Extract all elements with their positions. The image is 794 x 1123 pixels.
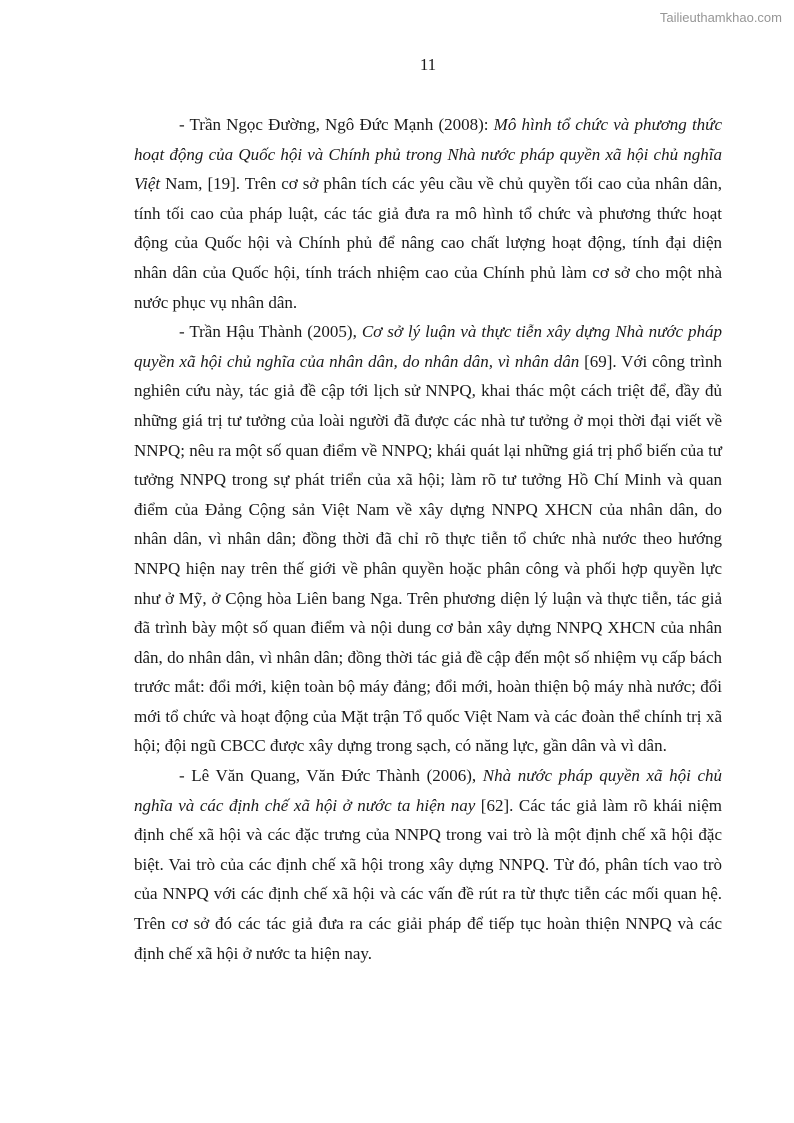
description-text: [62]. Các tác giả làm rõ khái niệm định chế xã hội và các đặc trưng của NNPQ trong vai trò là một định chế xã hội đặc biệt. Vai trò của các định chế xã hội trong xây dựng NNPQ. Từ đó, phân tích vao trò của NNPQ với các định chế xã hội và các vấn đề rút ra từ thực tiễn các mối quan hệ. Trên cơ sở đó các tác giả đưa ra các giải pháp để tiếp tục hoàn thiện NNPQ và các định chế xã hội ở nước ta hiện nay. xyxy=(134,795,722,963)
paragraph-tran-hau-thanh xyxy=(134,317,722,761)
work-title: Mô hình tổ chức và phương thức hoạt động của Quốc hội và Chính phủ trong Nhà nước pháp quyền xã hội chủ nghĩa Việt xyxy=(134,115,723,194)
author-citation-text: - Trần Hậu Thành (2005), xyxy=(179,322,362,342)
paragraph-tran-ngoc-duong xyxy=(134,110,722,317)
author-citation-text: - Trần Ngọc Đường, Ngô Đức Mạnh (2008): xyxy=(179,115,494,134)
description-text: Nam, [19]. Trên cơ sở phân tích các yêu cầu về chủ quyền tối cao của nhân dân, tính tối cao của pháp luật, các tác giả đưa ra mô hình tổ chức và phương thức hoạt động của Quốc hội và Chính phủ để nâng cao chất lượng hoạt động, tính đại diện nhân dân của Quốc hội, tính trách nhiệm cao của Chính phủ làm cơ sở cho một nhà nước phục vụ nhân dân. xyxy=(134,174,722,312)
author-citation-text: - Lê Văn Quang, Văn Đức Thành (2006), xyxy=(179,766,483,786)
description-text: [69]. Với công trình nghiên cứu này, tác giả đề cập tới lịch sử NNPQ, khai thác một cách triệt để, đầy đủ những giá trị tư tưởng của loài người đã được các nhà tư tưởng ở mọi thời đại viết về NNPQ; nêu ra một số quan điểm về NNPQ; khái quát lại những giá trị phổ biến của tư tưởng NNPQ trong sự phát triển của xã hội; làm rõ tư tưởng Hồ Chí Minh và quan điểm của Đảng Cộng sản Việt Nam về xây dựng NNPQ XHCN của nhân dân, do nhân dân, vì nhân dân; đồng thời đã chỉ rõ thực tiễn tổ chức nhà nước theo hướng NNPQ hiện nay trên thế giới về phân quyền hoặc phân công và phối hợp quyền lực như ở Mỹ, ở Cộng hòa Liên bang Nga. Trên phương diện lý luận và thực tiễn, tác giả đã trình bày một số quan điểm và nội dung cơ bản xây dựng NNPQ XHCN của nhân dân, do nhân dân, vì nhân dân; đồng thời tác giả đề cập đến một số nhiệm vụ cấp bách trước mắt: đổi mới, kiện toàn bộ máy đảng; đổi mới, hoàn thiện bộ máy nhà nước; đổi mới tổ chức và hoạt động của Mặt trận Tổ quốc Việt Nam và các đoàn thể chính trị xã hội; đội ngũ CBCC được xây dựng trong sạch, có năng lực, gần dân và vì dân. xyxy=(134,351,722,756)
work-title: Cơ sở lý luận và thực tiễn xây dựng Nhà nước pháp quyền xã hội chủ nghĩa của nhân dân, do nhân dân, vì nhân dân xyxy=(134,322,722,371)
work-title: Nhà nước pháp quyền xã hội chủ nghĩa và các định chế xã hội ở nước ta hiện nay xyxy=(134,766,722,815)
document-body xyxy=(134,110,722,968)
page-number: 11 xyxy=(419,55,437,74)
watermark-text: Tailieuthamkhao.com xyxy=(659,10,782,25)
paragraph-le-van-quang xyxy=(134,761,722,968)
